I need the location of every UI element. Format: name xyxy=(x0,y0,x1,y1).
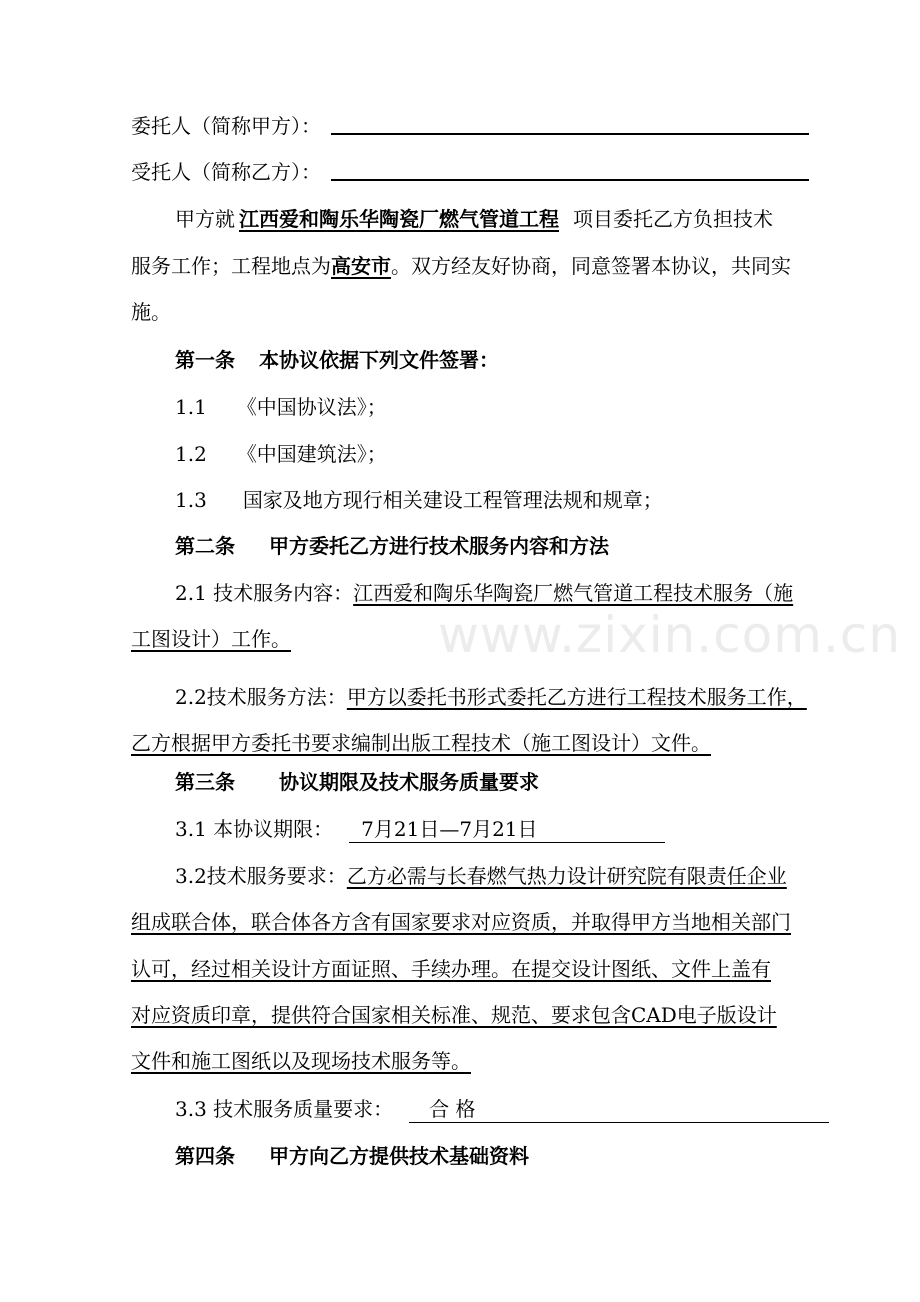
item-value: 认可，经过相关设计方面证照、手续办理。在提交设计图纸、文件上盖有 xyxy=(131,957,771,981)
article-3-title: 第三条 xyxy=(175,770,235,794)
article-1-title: 第一条 xyxy=(175,348,235,372)
intro-prefix: 甲方就 xyxy=(175,207,235,231)
party-b-line xyxy=(131,158,809,186)
article-3-item-3 xyxy=(175,1095,829,1123)
item-label: 3.1 本协议期限： xyxy=(175,817,334,841)
article-3-item-2-line-4 xyxy=(131,1001,777,1029)
quality-value[interactable] xyxy=(409,1096,829,1123)
item-value: 文件和施工图纸以及现场技术服务等。 xyxy=(131,1049,471,1073)
item-value: 组成联合体，联合体各方含有国家要求对应资质，并取得甲方当地相关部门 xyxy=(131,910,791,934)
article-4-heading xyxy=(175,1142,529,1170)
item-text: 国家及地方现行相关建设工程管理法规和规章； xyxy=(242,488,663,512)
watermark: www.zixin.com.cn xyxy=(438,606,902,664)
article-4-title: 第四条 xyxy=(175,1144,235,1168)
article-4-text: 甲方向乙方提供技术基础资料 xyxy=(269,1144,529,1168)
article-2-item-2-line-2 xyxy=(131,729,711,757)
article-3-item-1 xyxy=(175,815,665,843)
article-2-text: 甲方委托乙方进行技术服务内容和方法 xyxy=(269,534,609,558)
item-value: 工图设计）工作。 xyxy=(131,627,291,651)
article-1-item-3 xyxy=(175,486,663,514)
item-label: 2.2技术服务方法： xyxy=(175,685,347,709)
item-text: 《中国建筑法》； xyxy=(236,442,387,466)
item-value: 对应资质印章，提供符合国家相关标准、规范、要求包含CAD电子版设计 xyxy=(131,1003,777,1027)
article-3-item-2-line-2 xyxy=(131,908,791,936)
item-label: 3.2技术服务要求： xyxy=(175,864,347,888)
party-b-label: 受托人（简称乙方）： xyxy=(131,160,321,184)
article-3-text: 协议期限及技术服务质量要求 xyxy=(279,770,539,794)
article-1-item-1 xyxy=(175,393,387,421)
article-1-text: 本协议依据下列文件签署： xyxy=(259,348,499,372)
article-3-heading xyxy=(175,768,539,796)
party-a-label: 委托人（简称甲方）： xyxy=(131,114,321,138)
item-value: 乙方根据甲方委托书要求编制出版工程技术（施工图设计）文件。 xyxy=(131,731,711,755)
item-label: 2.1 技术服务内容： xyxy=(175,581,354,605)
project-location: 高安市 xyxy=(331,254,391,278)
item-value: 江西爱和陶乐华陶瓷厂燃气管道工程技术服务（施 xyxy=(353,581,794,605)
article-2-heading xyxy=(175,532,609,560)
quality-value-text: 合 格 xyxy=(429,1097,476,1121)
article-3-item-2-line-1 xyxy=(175,862,787,890)
term-value[interactable] xyxy=(349,816,665,843)
article-3-item-2-line-5 xyxy=(131,1047,471,1075)
party-a-blank[interactable] xyxy=(331,113,809,135)
party-a-line xyxy=(131,112,809,140)
item-number: 1.1 xyxy=(175,395,207,419)
intro-suffix: 项目委托乙方负担技术 xyxy=(573,207,773,231)
item-value: 甲方以委托书形式委托乙方进行工程技术服务工作， xyxy=(346,685,807,709)
article-2-title: 第二条 xyxy=(175,534,235,558)
intro-line-1 xyxy=(175,205,773,233)
project-name: 江西爱和陶乐华陶瓷厂燃气管道工程 xyxy=(239,207,559,231)
item-text: 《中国协议法》； xyxy=(236,395,387,419)
article-1-item-2 xyxy=(175,440,387,468)
intro-line2-prefix: 服务工作；工程地点为 xyxy=(131,254,331,278)
party-b-blank[interactable] xyxy=(331,159,809,181)
article-2-item-1-line-1 xyxy=(175,579,793,607)
article-2-item-1-line-2 xyxy=(131,625,291,653)
intro-line-2 xyxy=(131,252,791,280)
term-value-text: 7月21日—7月21日 xyxy=(361,817,538,841)
article-1-heading xyxy=(175,346,499,374)
intro-line-3: 施。 xyxy=(131,300,171,324)
article-3-item-2-line-3 xyxy=(131,955,771,983)
item-value: 乙方必需与长春燃气热力设计研究院有限责任企业 xyxy=(346,864,787,888)
item-number: 1.2 xyxy=(175,442,207,466)
item-label: 3.3 技术服务质量要求： xyxy=(175,1097,394,1121)
intro-line2-suffix: 。双方经友好协商，同意签署本协议，共同实 xyxy=(391,254,791,278)
item-number: 1.3 xyxy=(175,488,207,512)
article-2-item-2-line-1 xyxy=(175,683,807,711)
